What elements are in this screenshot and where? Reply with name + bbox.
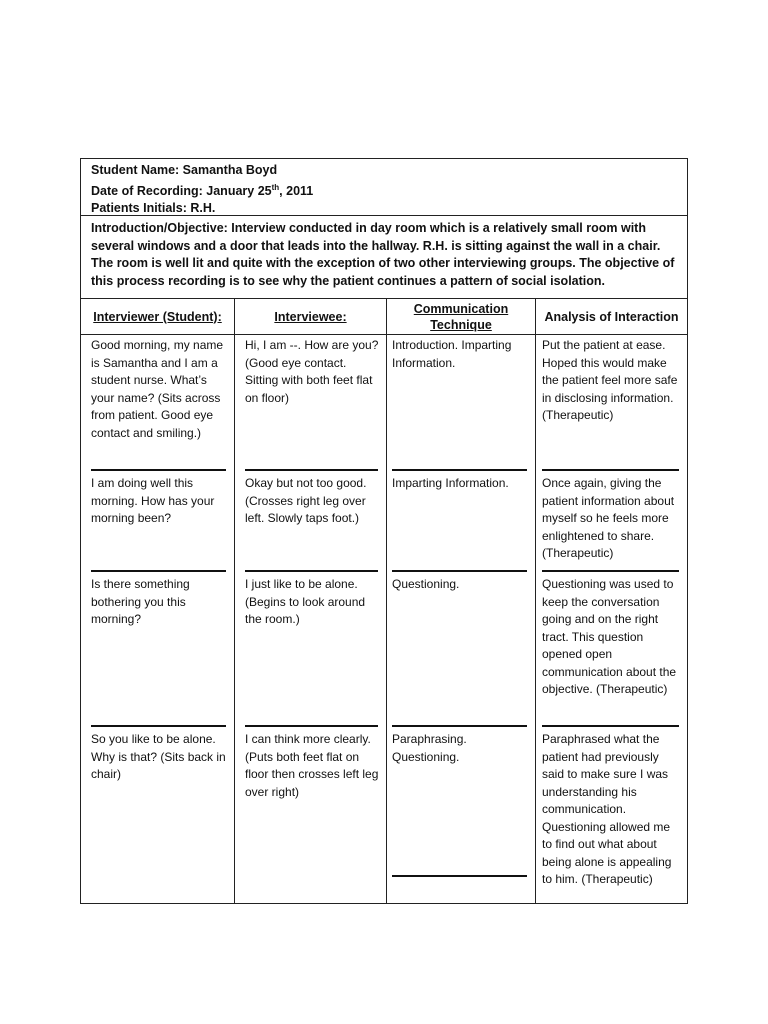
introduction-objective: Introduction/Objective: Interview conducted in day room which is a relatively small room with several windows and a door that leads into the hallway. R.H. is sitting against the wall in a chair. The room is well lit and quite with the exception of two other interviewing groups. The objective of this process recording is to see why the patient continues a pattern of social isolation. <box>81 216 687 299</box>
col-header-technique: Communication Technique <box>387 299 536 335</box>
row-divider <box>392 469 527 471</box>
col-header-interviewer: Interviewer (Student): <box>81 299 235 335</box>
table-body <box>81 335 687 903</box>
student-name: Student Name: Samantha Boyd <box>91 163 278 177</box>
process-recording-form <box>80 158 688 904</box>
table-cell: Good morning, my name is Samantha and I am a student nurse. What’s your name? (Sits across from patient. Good eye contact and smiling.) <box>91 338 224 440</box>
interviewer-column <box>81 335 235 903</box>
col-header-analysis: Analysis of Interaction <box>536 299 687 335</box>
table-cell: Hi, I am --. How are you? (Good eye contact. Sitting with both feet flat on floor) <box>245 338 379 405</box>
table-cell: Paraphrasing. Questioning. <box>392 732 467 764</box>
table-cell: Imparting Information. <box>392 476 509 490</box>
row-divider <box>392 875 527 877</box>
analysis-column <box>536 335 687 903</box>
table-cell: Questioning was used to keep the conversation going and on the right tract. This question opened open communication about the objective. (Therapeutic) <box>542 577 677 696</box>
table-cell: I just like to be alone. (Begins to look around the room.) <box>245 577 366 626</box>
table-cell: I can think more clearly. (Puts both feet flat on floor then crosses left leg over right) <box>245 732 379 799</box>
table-cell: I am doing well this morning. How has your morning been? <box>91 476 215 525</box>
table-cell: Introduction. Imparting Information. <box>392 338 512 370</box>
student-info-section <box>81 159 687 216</box>
recording-date: Date of Recording: January 25th, 2011 <box>91 183 314 199</box>
row-divider <box>245 725 378 727</box>
row-divider <box>542 469 679 471</box>
table-cell: Put the patient at ease. Hoped this would make the patient feel more safe in disclosing information. (Therapeutic) <box>542 338 678 422</box>
table-cell: Okay but not too good. (Crosses right leg over left. Slowly taps foot.) <box>245 476 367 525</box>
row-divider <box>91 725 226 727</box>
row-divider <box>245 570 378 572</box>
row-divider <box>542 725 679 727</box>
row-divider <box>245 469 378 471</box>
table-cell: Questioning. <box>392 577 460 591</box>
col-header-interviewee: Interviewee: <box>235 299 387 335</box>
row-divider <box>91 570 226 572</box>
row-divider <box>392 725 527 727</box>
table-cell: Once again, giving the patient information about myself so he feels more enlightened to share. (Therapeutic) <box>542 476 675 560</box>
table-cell: Is there something bothering you this morning? <box>91 577 190 626</box>
patient-initials: Patients Initials: R.H. <box>91 201 216 216</box>
technique-column <box>387 335 536 903</box>
table-cell: Paraphrased what the patient had previously said to make sure I was understanding his communication. Questioning allowed me to find out what about being alone is appealing to him. (Therapeutic) <box>542 732 672 886</box>
row-divider <box>392 570 527 572</box>
row-divider <box>91 469 226 471</box>
row-divider <box>542 570 679 572</box>
table-header-row <box>81 299 687 335</box>
table-cell: So you like to be alone. Why is that? (Sits back in chair) <box>91 732 226 781</box>
interviewee-column <box>235 335 387 903</box>
